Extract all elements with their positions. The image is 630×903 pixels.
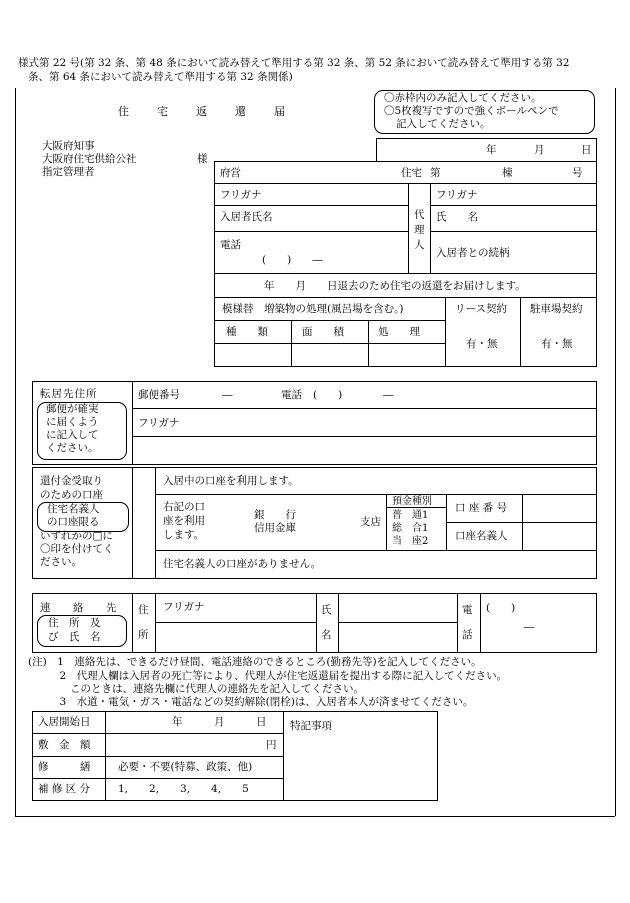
moveout-statement: 年 月 日退去のため住宅の返還をお届けします。 — [264, 280, 526, 292]
forwarding-phone-label: 電話 — [281, 389, 302, 401]
addressee-governor: 大阪府知事 — [42, 140, 95, 152]
agent-name-label: 氏 名 — [436, 211, 478, 223]
gou-label: 号 — [572, 167, 583, 179]
bank-label: 銀 行 — [254, 509, 296, 521]
tenant-name-label: 入居者氏名 — [220, 211, 273, 223]
tenant-phone-field[interactable]: ( ) ― — [262, 254, 323, 266]
agent-label-2: 理 — [414, 224, 425, 236]
repair-label: 修 繕 — [38, 761, 91, 773]
dai-label: 第 — [430, 167, 441, 179]
tenant-phone-label: 電話 — [220, 239, 241, 251]
addressee-corporation: 大阪府住宅供給公社 — [42, 153, 137, 165]
repair-value[interactable]: 必要・不要(特募、政策、他) — [118, 761, 253, 773]
relationship-label: 入居者との続柄 — [436, 247, 510, 259]
notice-line2: 〇5枚複写ですので強くボールペンで — [384, 105, 559, 117]
special-notes-label: 特記事項 — [290, 720, 332, 732]
lease-yes-no[interactable]: 有・無 — [466, 338, 498, 350]
deposit-amount-label: 敷 金 額 — [38, 739, 91, 751]
mune-label: 棟 — [502, 167, 513, 179]
account-number-label: 口 座 番 号 — [455, 502, 508, 514]
note-2b: このときは、連絡先欄に代理人の連絡先を記入してください。 — [28, 683, 364, 695]
credit-union-label: 信用金庫 — [254, 522, 296, 534]
refund-label-2: のための口座 — [40, 489, 103, 501]
deposit-ordinary[interactable]: 普 通1 — [392, 510, 429, 521]
forwarding-label: 転居先住所 — [40, 388, 98, 400]
deposit-type-label: 預金種別 — [392, 496, 432, 507]
addressee-sama: 様 — [197, 153, 208, 165]
forwarding-phone-field[interactable]: ( ) — [313, 389, 343, 401]
account-holder-label: 口座名義人 — [455, 530, 508, 542]
type-label: 種 類 — [226, 326, 268, 338]
notice-line3: 記入してください。 — [396, 118, 491, 130]
yen-unit: 円 — [266, 739, 277, 751]
branch-label: 支店 — [360, 516, 381, 528]
option-no-account[interactable]: 住宅名義人の口座がありません。 — [163, 558, 322, 570]
notice-line1: 〇赤枠内のみ記入してください。 — [384, 92, 542, 104]
fuei-label: 府営 — [220, 167, 241, 179]
disposal-label: 処 理 — [378, 326, 420, 338]
deposit-general[interactable]: 総 合1 — [392, 523, 429, 534]
contact-phone-field[interactable]: ( ) — [486, 602, 516, 614]
tenant-furigana-label: フリガナ — [220, 189, 262, 201]
contact-label: 連 絡 先 — [40, 602, 117, 614]
modification-label: 模様替 増築物の処理(風呂場を含む。) — [222, 303, 404, 315]
parking-label: 駐車場契約 — [530, 303, 583, 315]
area-label: 面 積 — [302, 326, 344, 338]
forwarding-furigana-label: フリガナ — [138, 417, 180, 429]
form-number-line2: 条、第 64 条において読み替えて準用する第 32 条関係) — [28, 71, 293, 83]
refund-label-1: 還付金受取り — [40, 475, 103, 487]
form-number-line1: 様式第 22 号(第 32 条、第 48 条において読み替えて準用する第 32 条、第 52 条において読み替えて準用する第 32 — [18, 57, 570, 69]
parking-yes-no[interactable]: 有・無 — [541, 338, 573, 350]
lease-label: リース契約 — [455, 303, 507, 315]
agent-label-1: 代 — [414, 209, 425, 221]
note-2: 2 代理人欄は入居者の死亡等により、代理人が住宅返還届を提出する際に記入してください。 — [28, 670, 508, 682]
postal-code-label: 郵便番号 — [138, 389, 180, 401]
note-1: (注) 1 連絡先は、できるだけ昼間、電話連絡のできるところ(勤務先等)を記入してください。 — [28, 656, 482, 668]
option-current-account[interactable]: 入居中の口座を利用します。 — [163, 475, 299, 487]
addressee-manager: 指定管理者 — [42, 166, 95, 178]
repair-category-value[interactable]: 1, 2, 3, 4, 5 — [118, 783, 249, 795]
move-in-date-field[interactable]: 年 月 日 — [172, 716, 267, 728]
note-3: 3 水道・電気・ガス・電話などの契約解除(閉栓)は、入居者本人が済ませてください。 — [28, 696, 474, 708]
jutaku-label: 住宅 — [401, 167, 422, 179]
agent-label-3: 人 — [414, 239, 425, 251]
deposit-current[interactable]: 当 座2 — [392, 536, 429, 547]
page-title: 住 宅 返 還 届 — [118, 105, 287, 118]
move-in-date-label: 入居開始日 — [38, 716, 91, 728]
agent-furigana-label: フリガナ — [436, 189, 478, 201]
contact-furigana-label: フリガナ — [163, 601, 205, 613]
repair-category-label: 補 修 区 分 — [38, 783, 91, 795]
